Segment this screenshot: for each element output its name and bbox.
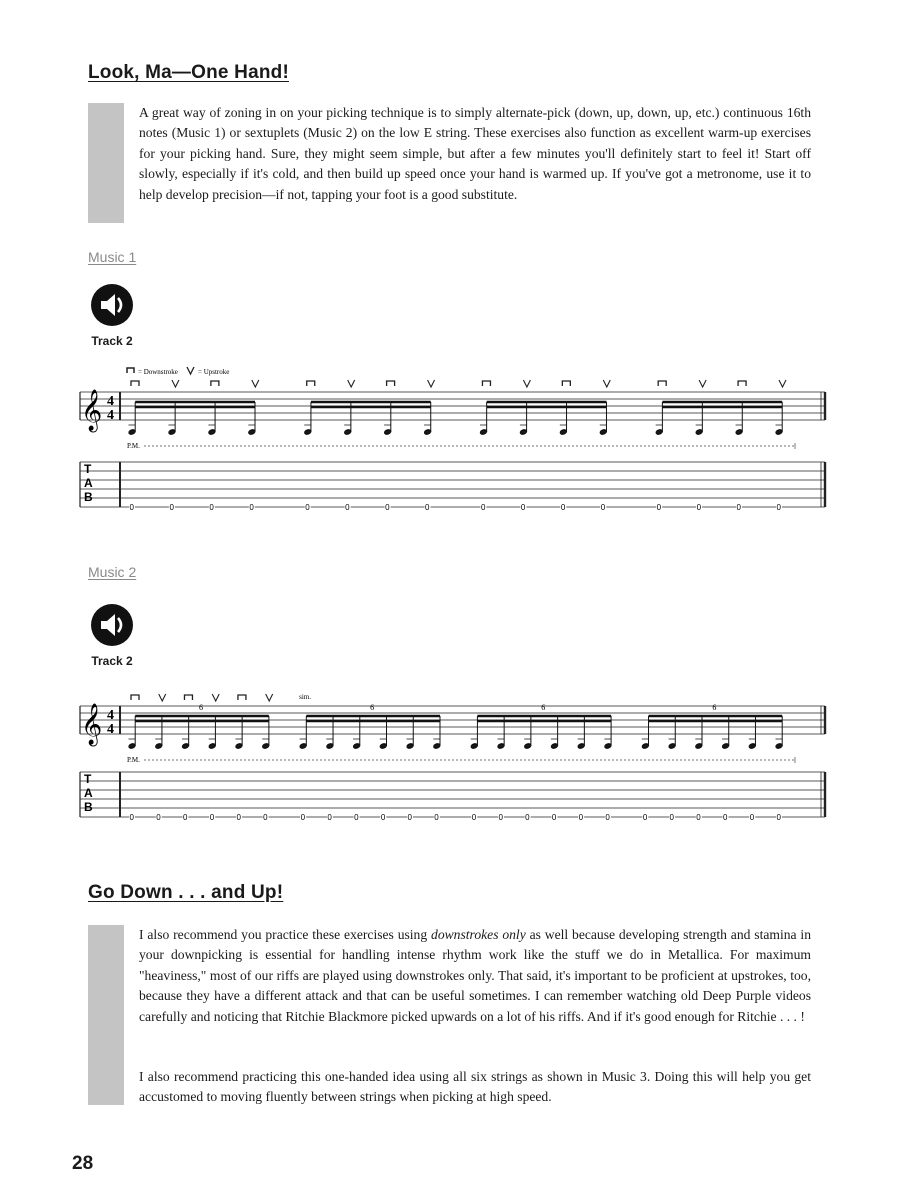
music-1-notation [75,362,835,512]
speaker-icon[interactable] [90,283,134,327]
upstroke-marker [212,694,219,701]
time-signature-top: 4 [107,394,114,409]
fret-number: 0 [182,813,188,822]
downstroke-marker [211,381,219,386]
fret-number: 0 [471,813,477,822]
fret-number: 0 [156,813,161,822]
downstroke-marker [131,381,139,386]
fret-number: 0 [696,503,702,512]
tab-clef-letter: B [84,800,93,814]
fret-number: 0 [305,503,310,512]
tab-clef-letter: T [84,772,92,786]
fret-number: 0 [498,813,503,822]
fret-number: 0 [129,813,134,822]
standard-staff [80,389,825,432]
sidebar-accent-bar [88,925,124,1105]
fret-number: 0 [380,813,386,822]
downstroke-marker [387,381,395,386]
downstroke-marker [131,695,139,700]
upstroke-marker [159,694,166,701]
upstroke-marker [523,380,530,387]
fret-number: 0 [209,503,214,512]
downstroke-marker [738,381,746,386]
intro-paragraph: A great way of zoning in on your picking technique is to simply alternate-pick (down, up, down, up, etc.) continuous 16th notes (Music 1) or sextuplets (Music 2) on the low E string. These exercises also function as excellent warm-up exercises for your picking hand. Sure, they might seem simple, but after a few minutes you'll definitely start to feel it! Start off slowly, especially if it's cold, and then build up speed once your hand is warmed up. If you've got a metronome, use it to help develop precision—if not, tapping your foot is a good substitute. [139,105,811,202]
tab-clef-letter: B [84,490,93,504]
fret-number: 0 [129,503,134,512]
fret-number: 0 [327,813,332,822]
body-paragraph-1 [139,925,811,1027]
section-heading-go-down-and-up: Go Down . . . and Up! [88,882,284,903]
body-paragraph-2: I also recommend practicing this one-handed idea using all six strings as shown in Music 3. Doing this will help you get accustomed to moving fluently between strings when picking at high speed. [139,1069,811,1105]
page-number: 28 [72,1153,94,1174]
sidebar-accent-bar [88,103,124,223]
fret-number: 0 [776,503,781,512]
upstroke-marker [428,380,435,387]
palm-mute-label: P.M. [127,442,140,450]
upstroke-symbol [187,367,194,374]
note-group [127,380,795,450]
paragraph-text: as well because developing strength and stamina in your downpicking is essential for handling intense rhythm work like the stuff we do in Metallica. For maximum "heaviness," most of our riffs are played using downstrokes only. That said, it's important to be proficient at upstrokes, too, because they have a different attack and that can be useful sometimes. I can remember watching old Deep Purple videos carefully and noticing that Ritchie Blackmore picked upwards on a lot of his riffs. And if it's good enough for Ritchie . . . ! [139,927,811,1024]
note-group [127,693,795,764]
tab-staff [80,462,825,512]
fret-number: 0 [407,813,413,822]
fret-number: 0 [669,813,675,822]
fret-number: 0 [480,503,486,512]
section-heading-look-ma-one-hand: Look, Ma—One Hand! [88,62,289,83]
music-2-notation [75,680,835,830]
track-label: Track 2 [91,654,133,668]
fret-number: 0 [600,503,606,512]
fret-number: 0 [723,813,728,822]
fret-number: 0 [385,503,390,512]
fret-number: 0 [169,503,174,512]
upstroke-marker [603,380,610,387]
upstroke-marker [779,380,786,387]
fret-number: 0 [263,813,268,822]
downstroke-symbol [127,368,134,373]
tuplet-number: 6 [541,703,546,712]
fret-number: 0 [209,813,215,822]
music-1-label: Music 1 [88,249,137,265]
legend-upstroke-text: = Upstroke [198,368,230,376]
tab-staff [80,772,825,822]
fret-number: 0 [354,813,359,822]
upstroke-marker [172,380,179,387]
music-2-label: Music 2 [88,564,137,580]
downstroke-marker [658,381,666,386]
fret-number: 0 [249,503,254,512]
downstroke-marker [238,695,246,700]
time-signature-top: 4 [107,708,114,723]
tab-clef-letter: A [84,786,93,800]
tuplet-number: 6 [712,703,717,712]
downstroke-marker [482,381,490,386]
fret-number: 0 [736,503,742,512]
fret-number: 0 [425,503,430,512]
fret-number: 0 [551,813,557,822]
fret-number: 0 [300,813,306,822]
time-signature-bottom: 4 [107,722,114,737]
upstroke-marker [348,380,355,387]
upstroke-marker [266,694,273,701]
fret-number: 0 [749,813,755,822]
fret-number: 0 [236,813,241,822]
time-signature-bottom: 4 [107,408,114,423]
downstroke-marker [184,695,192,700]
treble-clef-icon: 𝄞 [81,704,103,745]
stroke-legend [127,367,229,376]
upstroke-marker [699,380,706,387]
paragraph-text: I also recommend you practice these exercises using [139,927,432,942]
treble-clef-icon: 𝄞 [81,390,103,431]
simile-marking: sim. [299,693,311,701]
fret-number: 0 [642,813,648,822]
tab-clef-letter: A [84,476,93,490]
fret-number: 0 [560,503,566,512]
fret-number: 0 [656,503,662,512]
fret-number: 0 [525,813,530,822]
palm-mute-label: P.M. [127,756,140,764]
downstroke-marker [307,381,315,386]
tuplet-number: 6 [370,703,375,712]
fret-number: 0 [345,503,350,512]
track-badge-music-2[interactable] [90,603,134,668]
fret-number: 0 [696,813,701,822]
track-label: Track 2 [91,334,133,348]
upstroke-marker [252,380,259,387]
track-badge-music-1[interactable] [90,283,134,348]
speaker-icon[interactable] [90,603,134,647]
downstroke-marker [562,381,570,386]
fret-number: 0 [776,813,781,822]
tab-clef-letter: T [84,462,92,476]
fret-number: 0 [434,813,439,822]
fret-number: 0 [578,813,584,822]
fret-number: 0 [520,503,526,512]
tuplet-number: 6 [199,703,204,712]
legend-downstroke-text: = Downstroke [138,368,178,376]
emphasis-downstrokes-only: downstrokes only [431,927,526,942]
fret-number: 0 [605,813,610,822]
